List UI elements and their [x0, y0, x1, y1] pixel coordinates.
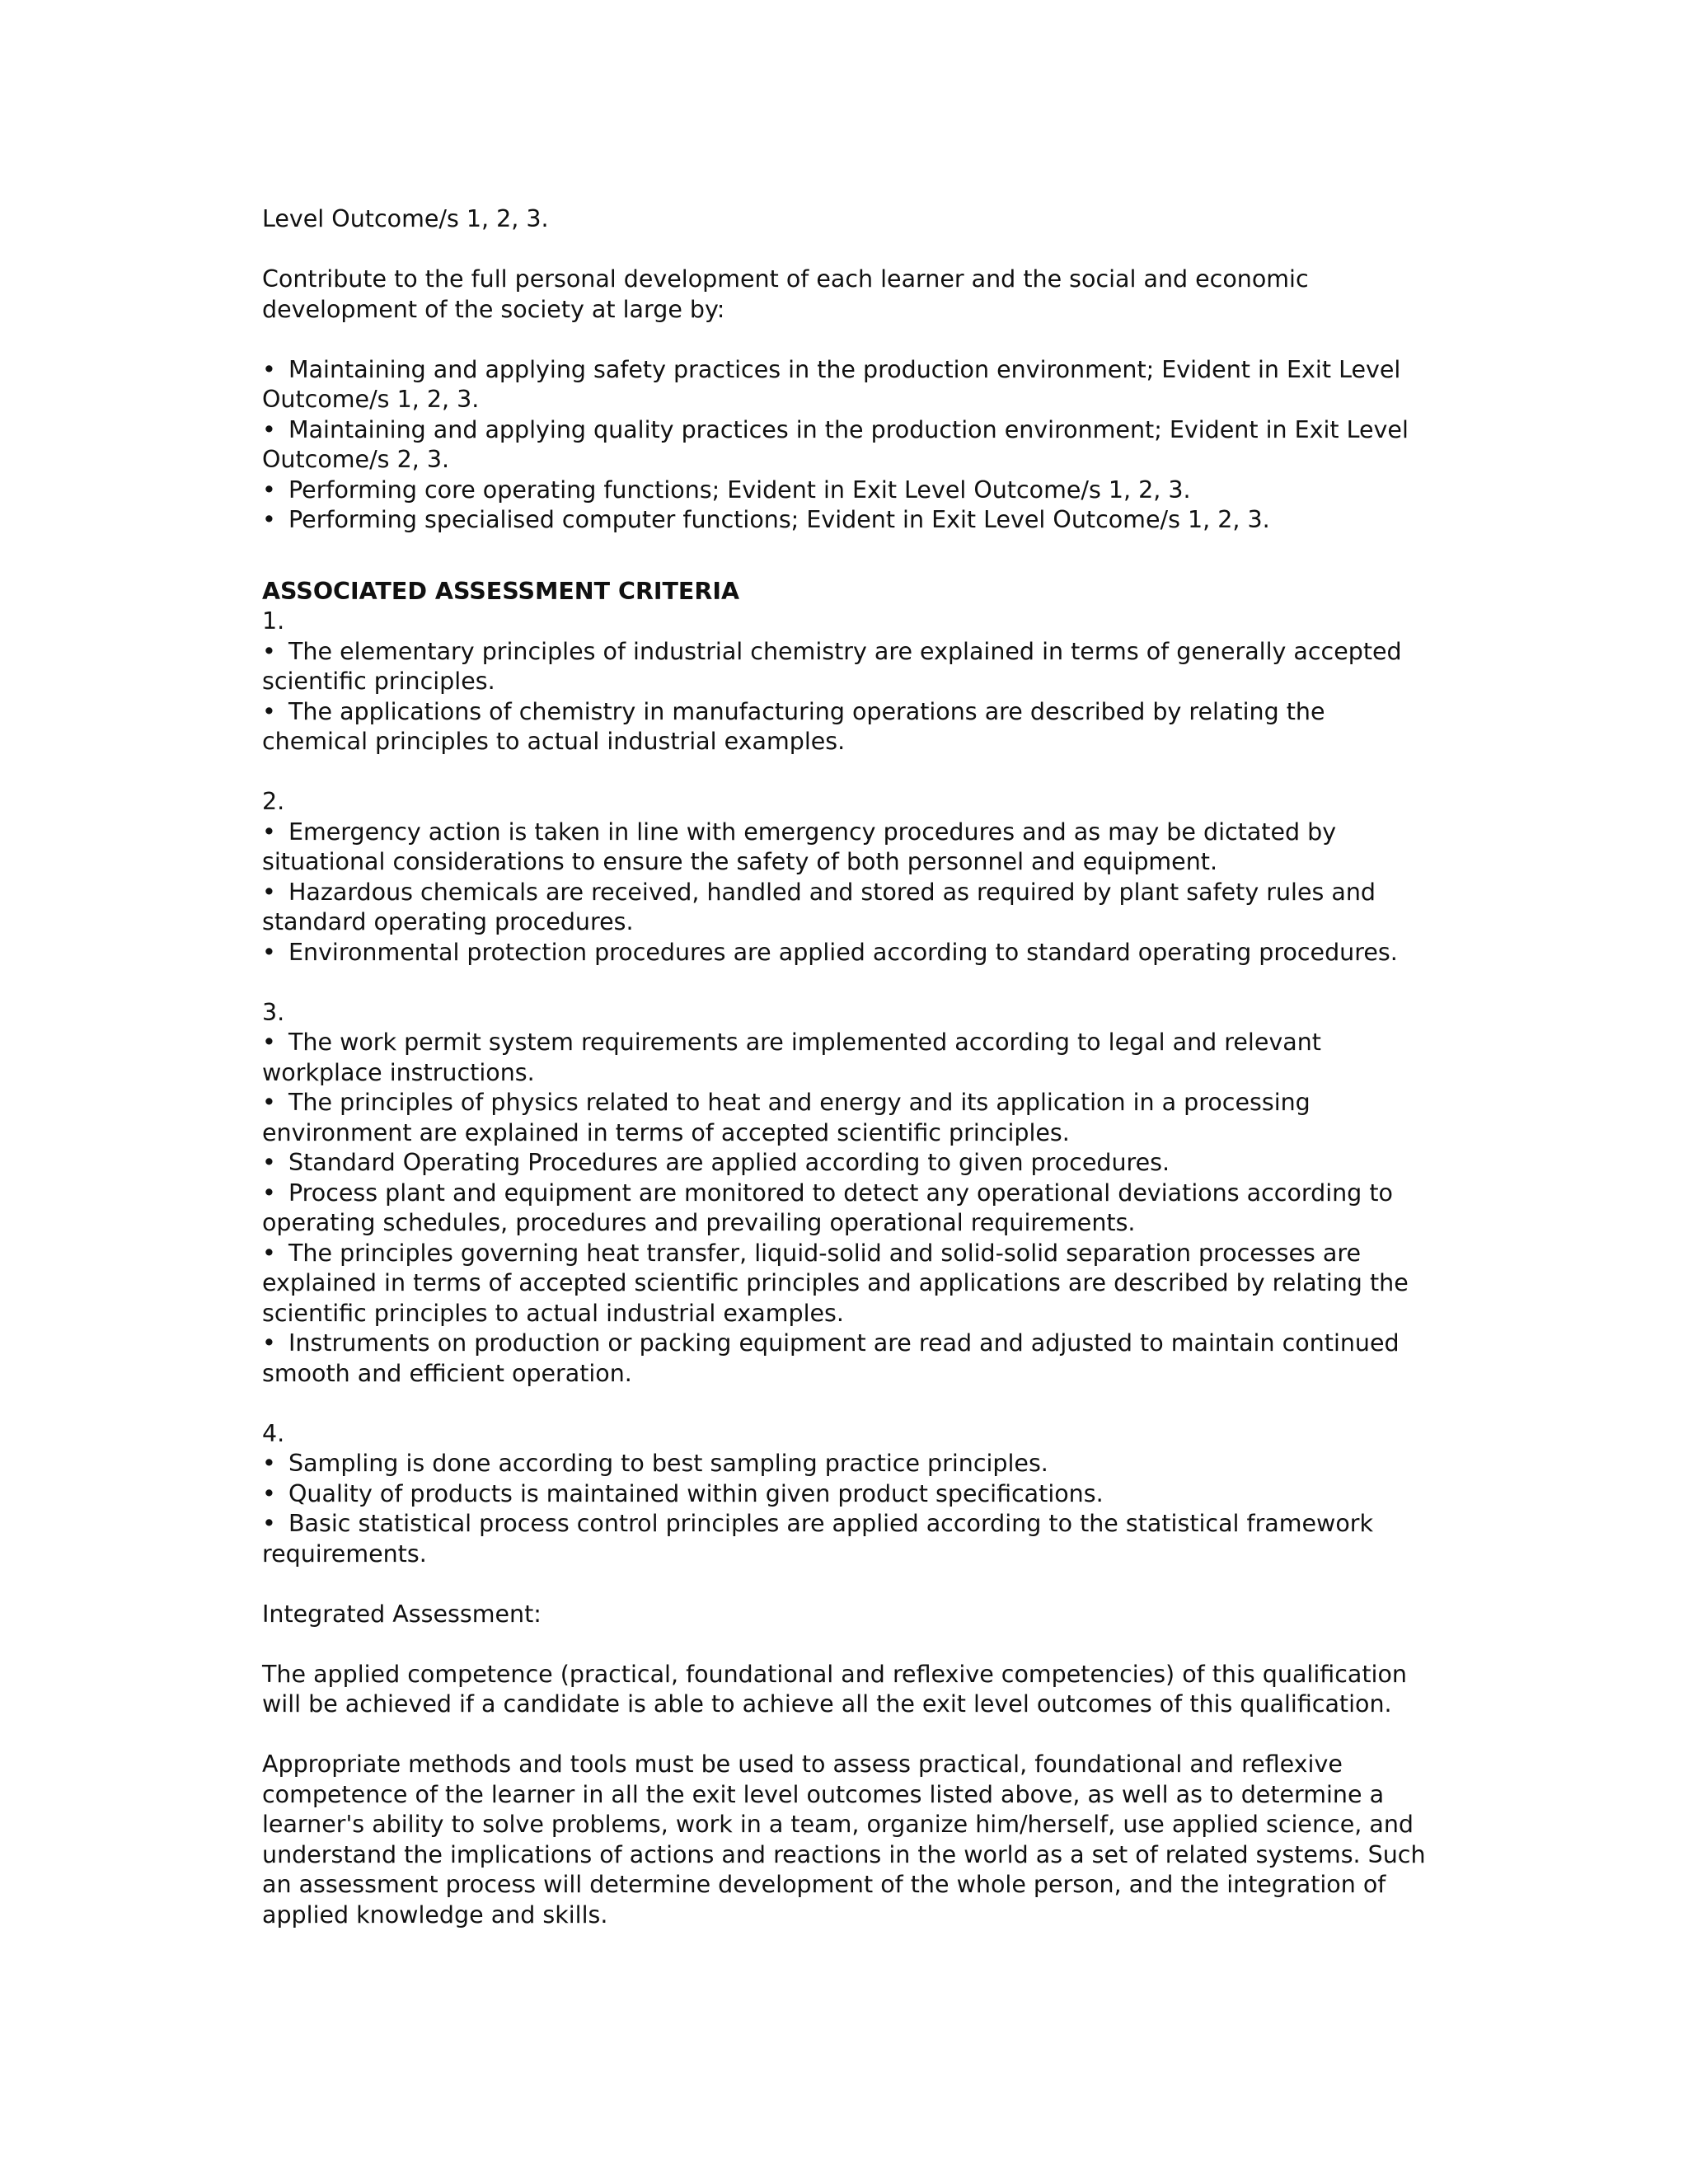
bullet-text: The principles of physics related to heat and energy and its application in a processing environment are explained in terms of accepted scientific principles. — [262, 1089, 1311, 1146]
criteria-number: 2. — [262, 788, 285, 815]
bullet-glyph: • — [262, 1239, 276, 1267]
criteria-group-3 — [262, 998, 1432, 1390]
bullet-glyph: • — [262, 476, 276, 504]
integrated-assessment-heading: Integrated Assessment: — [262, 1600, 542, 1628]
criteria-section — [262, 607, 1432, 1569]
bullet-text: The principles governing heat transfer, liquid-solid and solid-solid separation processes are explained in terms of accepted scientific principles and applications are described by relating the scientific principles to actual industrial examples. — [262, 1239, 1409, 1327]
intro-line: Level Outcome/s 1, 2, 3. — [262, 205, 549, 232]
bullet-text: Process plant and equipment are monitored to detect any operational deviations according to operating schedules, procedures and prevailing operational requirements. — [262, 1179, 1393, 1236]
bullet-glyph: • — [262, 1029, 276, 1056]
bullet-glyph: • — [262, 1179, 276, 1207]
bullet-text: The work permit system requirements are implemented according to legal and relevant workplace instructions. — [262, 1029, 1321, 1086]
integrated-paragraph-1: The applied competence (practical, foundational and reflexive competencies) of this qualification will be achieved if a candidate is able to achieve all the exit level outcomes of this qualification. — [262, 1660, 1407, 1718]
criteria-number: 3. — [262, 998, 285, 1026]
criteria-bullet — [262, 1148, 1432, 1179]
criteria-bullet — [262, 878, 1432, 938]
bullet-text: Sampling is done according to best sampling practice principles. — [288, 1450, 1048, 1477]
bullet-text: Maintaining and applying quality practices in the production environment; Evident in Exit Level Outcome/s 2, 3. — [262, 415, 1409, 473]
integrated-paragraph-2: Appropriate methods and tools must be used to assess practical, foundational and reflexive competence of the learner in all the exit level outcomes listed above, as well as to determine a learner's ability to solve problems, work in a team, organize him/herself, use applied science, and understand the implications of actions and reactions in the world as a set of related systems. Such an assessment process will determine development of the whole person, and the integration of applied knowledge and skills. — [262, 1750, 1426, 1929]
bullet-glyph: • — [262, 637, 276, 665]
bullet-text: Performing specialised computer functions; Evident in Exit Level Outcome/s 1, 2, 3. — [288, 506, 1270, 533]
bullet-glyph: • — [262, 1089, 276, 1116]
contribute-bullet — [262, 355, 1432, 415]
criteria-bullet — [262, 1449, 1432, 1479]
bullet-glyph: • — [262, 506, 276, 533]
bullet-text: Maintaining and applying safety practices in the production environment; Evident in Exit Level Outcome/s 1, 2, 3. — [262, 355, 1401, 413]
bullet-text: Hazardous chemicals are received, handled and stored as required by plant safety rules and standard operating procedures. — [262, 878, 1376, 935]
bullet-glyph: • — [262, 1450, 276, 1477]
bullet-text: Performing core operating functions; Evident in Exit Level Outcome/s 1, 2, 3. — [288, 476, 1191, 504]
criteria-bullet — [262, 1329, 1432, 1389]
criteria-bullet — [262, 1509, 1432, 1569]
criteria-number: 4. — [262, 1419, 285, 1447]
bullet-text: The applications of chemistry in manufacturing operations are described by relating the chemical principles to actual industrial examples. — [262, 697, 1325, 755]
bullet-text: Quality of products is maintained within given product specifications. — [288, 1479, 1104, 1507]
bullet-glyph: • — [262, 1510, 276, 1537]
bullet-glyph: • — [262, 697, 276, 725]
bullet-text: Basic statistical process control principles are applied according to the statistical framework requirements. — [262, 1510, 1374, 1568]
bullet-text: Instruments on production or packing equipment are read and adjusted to maintain continued smooth and efficient operation. — [262, 1329, 1400, 1387]
criteria-bullet — [262, 818, 1432, 878]
criteria-bullet — [262, 697, 1432, 757]
bullet-glyph: • — [262, 415, 276, 443]
document-page — [262, 204, 1432, 1930]
contribute-bullet-list — [262, 355, 1432, 536]
bullet-glyph: • — [262, 818, 276, 846]
bullet-text: The elementary principles of industrial chemistry are explained in terms of generally accepted scientific principles. — [262, 637, 1402, 695]
criteria-number: 1. — [262, 607, 285, 635]
criteria-bullet — [262, 1479, 1432, 1510]
contribute-bullet — [262, 476, 1432, 506]
bullet-glyph: • — [262, 1479, 276, 1507]
criteria-bullet — [262, 1088, 1432, 1148]
criteria-bullet — [262, 1028, 1432, 1088]
bullet-glyph: • — [262, 355, 276, 383]
contribute-paragraph: Contribute to the full personal development of each learner and the social and economic development of the society at large by: — [262, 265, 1309, 323]
bullet-glyph: • — [262, 1149, 276, 1176]
criteria-bullet — [262, 938, 1432, 968]
bullet-text: Environmental protection procedures are applied according to standard operating procedures. — [288, 938, 1398, 966]
criteria-group-2 — [262, 787, 1432, 968]
bullet-text: Standard Operating Procedures are applied according to given procedures. — [288, 1149, 1170, 1176]
criteria-bullet — [262, 1179, 1432, 1239]
bullet-glyph: • — [262, 1329, 276, 1357]
contribute-bullet — [262, 415, 1432, 476]
criteria-group-4 — [262, 1419, 1432, 1570]
criteria-bullet — [262, 1239, 1432, 1329]
contribute-bullet — [262, 505, 1432, 536]
criteria-group-1 — [262, 607, 1432, 757]
criteria-heading: ASSOCIATED ASSESSMENT CRITERIA — [262, 577, 740, 605]
bullet-text: Emergency action is taken in line with emergency procedures and as may be dictated by situational considerations to ensure the safety of both personnel and equipment. — [262, 818, 1337, 875]
bullet-glyph: • — [262, 878, 276, 906]
criteria-bullet — [262, 637, 1432, 697]
bullet-glyph: • — [262, 938, 276, 966]
